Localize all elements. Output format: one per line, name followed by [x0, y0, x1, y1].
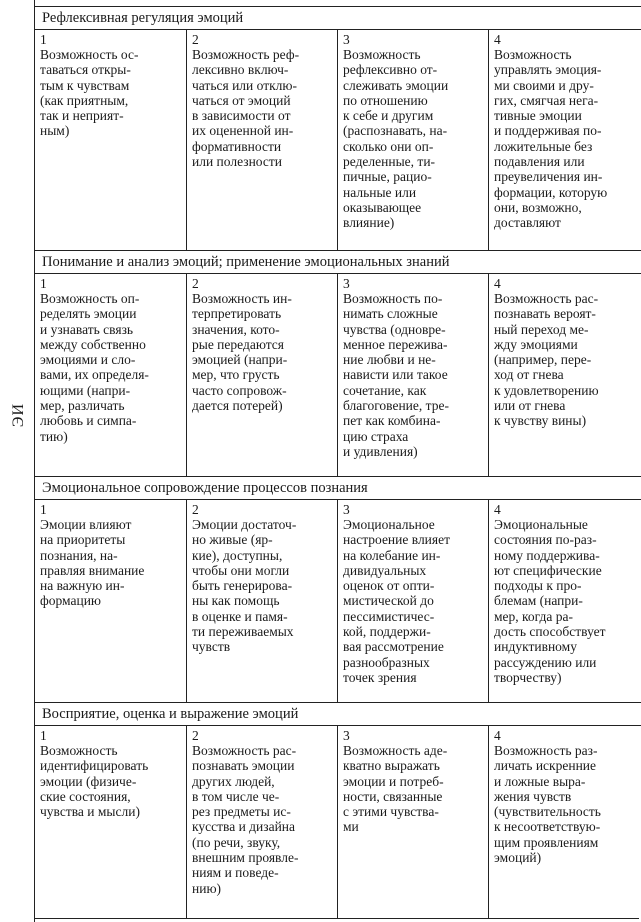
table-cell	[35, 30, 187, 250]
table-cell	[187, 274, 338, 476]
section-title: Эмоциональное сопровождение процессов познания	[35, 476, 641, 500]
table-cell	[489, 274, 639, 476]
section-row	[35, 726, 639, 918]
cell-text: Возможность идентифицировать эмоции (физиче- ские состояния, чувства и мысли)	[40, 743, 149, 820]
section-perception-expression	[35, 702, 639, 918]
table-cell	[187, 726, 338, 918]
cell-text: Возможность ин- терпретировать значения, кото- рые передаются эмоцией (напри- мер, что грусть часто сопровож- дается потерей)	[192, 291, 292, 414]
section-title: Рефлексивная регуляция эмоций	[35, 6, 641, 30]
cell-text: Возможность оп- ределять эмоции и узнавать связь между собственно эмоциями и сло- вами, их определя- ющими (напри- мер, различать любовь и симпа- тию)	[40, 291, 149, 444]
section-row	[35, 30, 639, 250]
cell-text: Возможность раз- личать искренние и ложные выра- жения чувств (чувствительность к несоответствую- щим проявлениям эмоций)	[494, 743, 601, 866]
cell-number: 1	[40, 502, 47, 517]
cell-number: 3	[343, 32, 350, 47]
cell-number: 4	[494, 502, 501, 517]
side-label: ЭИ	[10, 402, 27, 428]
section-title: Восприятие, оценка и выражение эмоций	[35, 702, 641, 726]
cell-text: Возможность по- нимать сложные чувства (одновре- менное пережива- ние любви и не- нависти или такое сочетание, как благоговение, тре- пет как комбина- цию страха и удивления)	[343, 291, 449, 459]
table-cell	[35, 500, 187, 702]
cell-text: Возможность управлять эмоция- ми своими и дру- гих, смягчая нега- тивные эмоции и поддерживая по- ложительные без подавления или преувеличения ин- формации, которую они, возможно, доставляют	[494, 47, 608, 231]
table-cell	[338, 500, 489, 702]
cell-number: 4	[494, 728, 501, 743]
cell-text: Возможность рас- познавать вероят- ный переход ме- жду эмоциями (например, пере- ход от гнева к удовлетворению или от гнева к чувству вины)	[494, 291, 599, 429]
table-cell	[35, 274, 187, 476]
section-reflexive-regulation	[35, 6, 639, 250]
table-cell	[338, 30, 489, 250]
cell-number: 2	[192, 728, 199, 743]
cell-number: 4	[494, 276, 501, 291]
cell-number: 3	[343, 276, 350, 291]
cell-number: 1	[40, 728, 47, 743]
table-cell	[338, 274, 489, 476]
table-cell	[338, 726, 489, 918]
cell-text: Возможность ос- таваться откры- тым к чувствам (как приятным, так и неприят- ным)	[40, 47, 139, 139]
table-cell	[35, 726, 187, 918]
cell-number: 3	[343, 728, 350, 743]
cell-text: Эмоциональные состояния по-раз- ному поддержива- ют специфические подходы к про- блемам (напри- мер, когда ра- дость способствует индуктивному рассуждению или творчеству)	[494, 517, 606, 685]
cell-number: 2	[192, 276, 199, 291]
table-cell	[489, 500, 639, 702]
cell-text: Возможность реф- лексивно включ- чаться или отклю- чаться от эмоций в зависимости от их оцененной ин- формативности или полезности	[192, 47, 300, 170]
section-understanding-analysis	[35, 250, 639, 476]
section-cognition-support	[35, 476, 639, 702]
emotion-table	[35, 0, 639, 922]
section-row	[35, 274, 639, 476]
cell-number: 2	[192, 32, 199, 47]
cell-text: Возможность аде- кватно выражать эмоции и потреб- ности, связанные с этими чувства- ми	[343, 743, 448, 835]
table-bottom-border	[35, 918, 639, 919]
side-column	[2, 0, 35, 922]
table-cell	[187, 500, 338, 702]
cell-number: 2	[192, 502, 199, 517]
cell-text: Эмоции влияют на приоритеты познания, на- правляя внимание на важную ин- формацию	[40, 517, 145, 609]
section-row	[35, 500, 639, 702]
cell-number: 4	[494, 32, 501, 47]
section-title: Понимание и анализ эмоций; применение эмоциональных знаний	[35, 250, 641, 274]
cell-text: Возможность рас- познавать эмоции других людей, в том числе че- рез предметы ис- кусства и дизайна (по речи, звуку, внешним проявле- ниям и поведе- нию)	[192, 743, 299, 896]
table-cell	[489, 30, 639, 250]
cell-number: 3	[343, 502, 350, 517]
table-cell	[187, 30, 338, 250]
cell-text: Возможность рефлексивно от- слеживать эмоции по отношению к себе и другим (распознавать, на- сколько они оп- ределенные, ти- пичные, рацио- нальные или оказывающее влияние)	[343, 47, 449, 231]
cell-number: 1	[40, 276, 47, 291]
cell-number: 1	[40, 32, 47, 47]
cell-text: Эмоциональное настроение влияет на колебание ин- дивидуальных оценок от опти- мистической до пессимистичес- кой, поддержи- вая рассмотрение разнообразных точек зрения	[343, 517, 451, 685]
cell-text: Эмоции достаточ- но живые (яр- кие), доступны, чтобы они могли быть генерирова- ны как помощь в оценке и памя- ти переживаемых чувств	[192, 517, 297, 655]
table-cell	[489, 726, 639, 918]
